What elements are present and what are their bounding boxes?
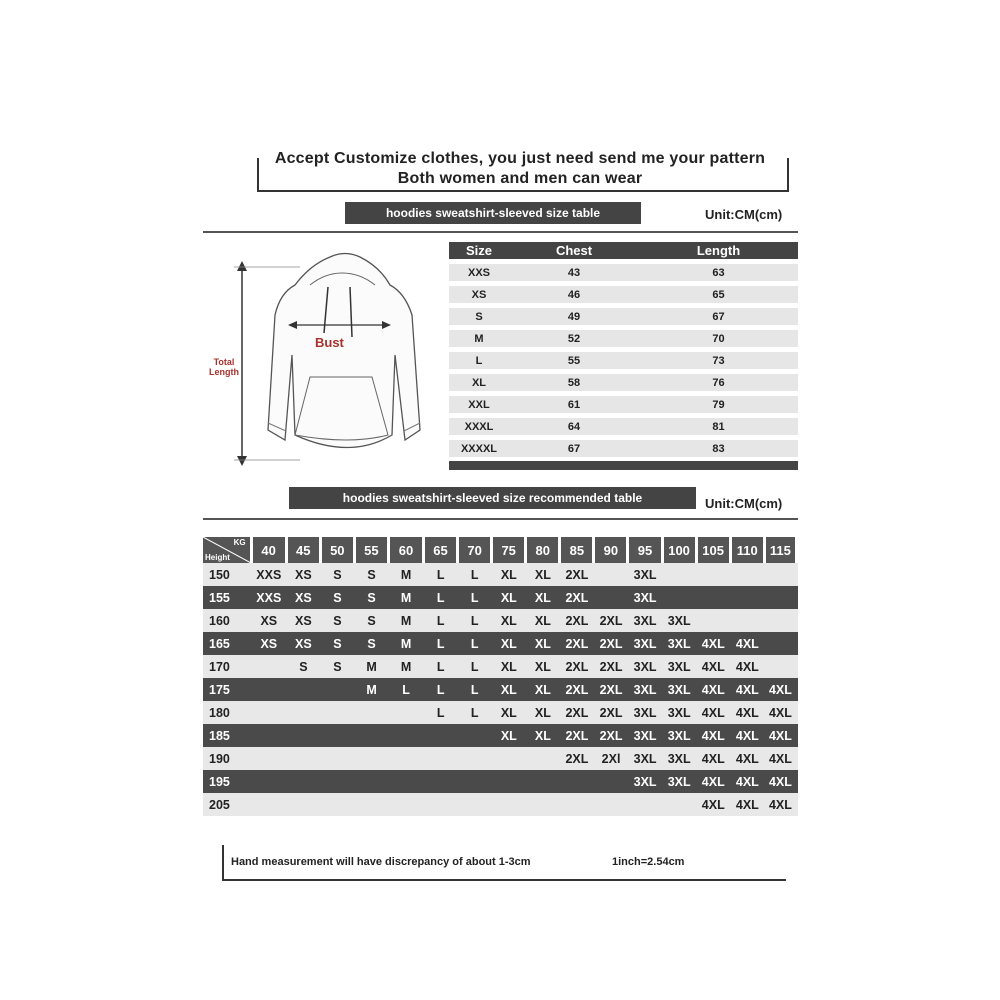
size-cell: 4XL [701,797,725,812]
size-table-banner: hoodies sweatshirt-sleeved size table [345,202,641,224]
size-cell: M [400,636,412,651]
height-cell: 205 [209,797,230,812]
table-row [203,586,798,609]
column-header-size: Size [465,243,492,258]
table-row [449,352,798,369]
weight-header-cell: 100 [664,537,695,563]
size-cell: XXS [467,266,490,279]
size-cell: 3XL [633,613,657,628]
size-cell: XL [471,376,487,389]
height-cell: 195 [209,774,230,789]
size-cell: L [436,636,445,651]
height-cell: 180 [209,705,230,720]
chest-cell: 61 [567,398,581,411]
header-line-1: Accept Customize clothes, you just need send me your pattern [274,150,766,167]
size-cell: 4XL [735,682,759,697]
size-cell: 2XL [565,613,589,628]
size-cell: XS [260,636,278,651]
size-cell: 3XL [633,774,657,789]
height-cell: 155 [209,590,230,605]
size-cell: XL [500,682,517,697]
table-row [449,330,798,347]
size-cell: L [436,705,445,720]
size-cell: 4XL [768,774,792,789]
size-cell: 4XL [701,751,725,766]
length-cell: 83 [712,442,725,455]
size-cell: 3XL [633,636,657,651]
length-cell: 63 [712,266,725,279]
table-row [449,418,798,435]
size-cell: L [436,682,445,697]
height-cell: 160 [209,613,230,628]
size-cell: S [299,659,308,674]
weight-header-cell: 110 [732,537,763,563]
table-row [449,286,798,303]
size-cell: L [436,567,445,582]
size-cell: XS [295,636,312,651]
size-cell: 3XL [633,751,657,766]
size-cell: 4XL [768,797,792,812]
length-cell: 73 [712,354,725,367]
size-cell: S [333,659,342,674]
size-cell: S [367,636,376,651]
height-cell: 175 [209,682,230,697]
chest-cell: 46 [567,288,581,301]
total-length-label [204,357,244,377]
size-cell: XS [295,567,312,582]
size-cell: 4XL [701,659,725,674]
height-cell: 150 [209,567,230,582]
height-cell: 170 [209,659,230,674]
size-cell: 3XL [667,705,691,720]
total-length-label-line1: Total [213,357,235,367]
size-cell: L [470,705,479,720]
column-header-length: Length [696,243,741,258]
size-cell: XXXXL [460,442,498,455]
size-cell: 2XL [599,682,623,697]
size-cell: 4XL [701,728,725,743]
size-cell: 4XL [768,682,792,697]
size-cell: XS [295,613,312,628]
size-cell: 2XL [599,705,623,720]
size-table [449,242,798,470]
table-row [203,563,798,586]
chest-cell: 58 [567,376,581,389]
size-cell: L [470,682,479,697]
size-cell: 3XL [633,705,657,720]
size-cell: XXS [256,567,282,582]
size-cell: M [400,590,412,605]
size-cell: 4XL [735,797,759,812]
chest-cell: 55 [567,354,581,367]
size-cell: 3XL [667,682,691,697]
size-cell: S [367,567,376,582]
size-cell: 2XL [565,636,589,651]
size-cell: XL [534,659,551,674]
size-cell: L [470,567,479,582]
size-table-header [449,242,798,259]
size-cell: XL [500,613,517,628]
size-cell: 2XL [599,613,623,628]
bust-label: Bust [315,335,344,350]
size-cell: XL [500,728,517,743]
size-cell: M [366,682,377,697]
size-cell: 2XL [565,705,589,720]
size-cell: 4XL [701,774,725,789]
size-cell: 3XL [667,728,691,743]
chest-cell: 64 [567,420,581,433]
size-cell: 2XL [565,751,589,766]
size-cell: L [402,682,410,697]
size-cell: 2XL [599,728,623,743]
recommended-table [203,537,798,816]
size-cell: M [400,567,412,582]
size-cell: S [475,310,483,323]
length-cell: 70 [712,332,725,345]
size-cell: L [475,354,483,367]
length-cell: 76 [712,376,725,389]
height-cell: 190 [209,751,230,766]
table-row [449,396,798,413]
size-cell: 4XL [735,705,759,720]
size-cell: 3XL [667,636,691,651]
table-row [203,724,798,747]
size-cell: 2Xl [601,751,621,766]
divider-line [203,231,798,233]
size-cell: 3XL [667,659,691,674]
size-cell: 3XL [667,774,691,789]
size-cell: 4XL [701,636,725,651]
table-row [449,440,798,457]
table-row [449,264,798,281]
size-table-footer-bar [449,461,798,470]
size-cell: 4XL [735,636,759,651]
chest-cell: 52 [567,332,581,345]
size-cell: S [333,590,342,605]
height-cell: 185 [209,728,230,743]
size-cell: 3XL [633,682,657,697]
weight-header-cell: 55 [356,537,387,563]
size-cell: 2XL [565,728,589,743]
size-cell: S [367,590,376,605]
table-row [449,308,798,325]
recommended-table-unit: Unit:CM(cm) [705,496,783,511]
size-cell: 4XL [768,728,792,743]
size-cell: XL [534,682,551,697]
corner-kg-label: KG [233,538,246,547]
size-cell: 4XL [701,682,725,697]
size-cell: 4XL [735,659,759,674]
size-cell: S [333,636,342,651]
size-cell: M [400,613,412,628]
size-cell: XL [534,590,551,605]
weight-header-cell: 95 [629,537,660,563]
weight-header-cell: 85 [561,537,592,563]
table-row [203,609,798,632]
length-cell: 67 [712,310,725,323]
size-cell: M [400,659,412,674]
size-cell: XXXL [464,420,494,433]
size-cell: XL [534,636,551,651]
size-cell: 3XL [667,751,691,766]
size-cell: L [470,636,479,651]
header-line-2: Both women and men can wear [397,170,643,187]
weight-header-cell: 65 [425,537,456,563]
size-cell: M [474,332,484,345]
weight-header-cell: 40 [253,537,285,563]
recommended-table-header [203,537,798,563]
weight-header-cell: 50 [322,537,353,563]
size-cell: L [470,590,479,605]
size-cell: 3XL [633,728,657,743]
size-cell: 3XL [633,590,657,605]
size-cell: XL [534,705,551,720]
size-cell: L [436,613,445,628]
table-row [203,701,798,724]
size-cell: XL [534,567,551,582]
table-row [203,678,798,701]
table-row [203,655,798,678]
size-cell: S [367,613,376,628]
size-cell: XS [260,613,278,628]
table-row [203,632,798,655]
weight-header-cell: 105 [698,537,729,563]
size-cell: XS [471,288,487,301]
size-cell: XL [534,613,551,628]
chest-cell: 67 [567,442,581,455]
size-cell: 4XL [735,728,759,743]
size-cell: 4XL [735,751,759,766]
size-cell: 4XL [701,705,725,720]
size-cell: 2XL [599,659,623,674]
size-cell: 4XL [768,751,792,766]
size-cell: L [436,590,445,605]
size-cell: L [436,659,445,674]
size-cell: XL [500,659,517,674]
total-length-label-line2: Length [209,367,239,377]
length-cell: 65 [712,288,725,301]
size-cell: 3XL [633,659,657,674]
weight-header-cell: 90 [595,537,626,563]
corner-cell [203,537,250,563]
size-cell: L [470,659,479,674]
chest-cell: 43 [567,266,581,279]
weight-header-cell: 115 [766,537,795,563]
size-cell: XL [500,567,517,582]
height-cell: 165 [209,636,230,651]
weight-header-cell: 45 [288,537,319,563]
hoodie-diagram [200,245,440,475]
size-cell: XL [534,728,551,743]
size-cell: XS [295,590,312,605]
size-cell: 2XL [565,590,589,605]
size-cell: S [333,567,342,582]
length-cell: 81 [712,420,725,433]
size-table-unit: Unit:CM(cm) [705,207,783,222]
size-cell: XXS [256,590,282,605]
size-cell: 4XL [735,774,759,789]
recommended-table-banner: hoodies sweatshirt-sleeved size recommended table [289,487,696,509]
size-cell: XL [500,636,517,651]
size-cell: S [333,613,342,628]
corner-height-label: Height [205,553,230,562]
length-cell: 79 [712,398,725,411]
table-row [449,374,798,391]
weight-header-cell: 75 [493,537,524,563]
size-cell: 4XL [768,705,792,720]
size-cell: 2XL [599,636,623,651]
size-cell: 3XL [633,567,657,582]
weight-header-cell: 70 [459,537,490,563]
table-row [203,770,798,793]
size-cell: XL [500,590,517,605]
size-cell: XL [500,705,517,720]
size-cell: 2XL [565,659,589,674]
measurement-note: Hand measurement will have discrepancy of about 1-3cm [231,856,531,868]
inch-conversion: 1inch=2.54cm [612,856,685,868]
size-cell: 3XL [667,613,691,628]
weight-header-cell: 80 [527,537,558,563]
size-cell: 2XL [565,682,589,697]
size-cell: XXL [468,398,490,411]
weight-header-cell: 60 [390,537,422,563]
chest-cell: 49 [567,310,581,323]
divider-line [203,518,798,520]
table-row [203,793,798,816]
size-cell: L [470,613,479,628]
table-row [203,747,798,770]
column-header-chest: Chest [555,243,593,258]
size-cell: 2XL [565,567,589,582]
size-cell: M [366,659,377,674]
